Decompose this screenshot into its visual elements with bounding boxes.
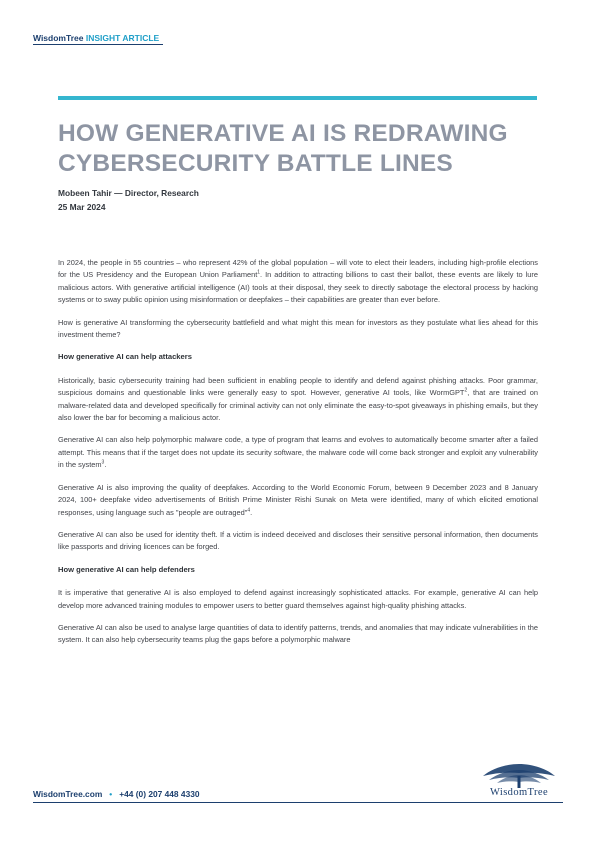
publish-date: 25 Mar 2024	[58, 201, 106, 212]
section-heading: How generative AI can help defenders	[58, 564, 195, 574]
paragraph: In 2024, the people in 55 countries – who represent 42% of the global population – will vote to elect their leaders, including high-profile elections for the US Presidency and the European Union Parliament$^1$. In addition to attracting billions to cast their ballot, these events are likely to lure malicious actors. With generative artificial intelligence (AI) tools at their disposal, they seek to directly sabotage the electoral process by hacking systems or to sway public opinion using misinformation or deepfakes – their capabilities are greater than ever before.	[58, 258, 538, 305]
author-line: Mobeen Tahir — Director, Research	[58, 188, 199, 198]
title-accent-bar	[58, 96, 537, 100]
footnote-ref[interactable]: 3	[101, 459, 105, 466]
footnote-ref[interactable]: 1	[257, 269, 261, 276]
paragraph: How is generative AI transforming the cybersecurity battlefield and what might this mean for investors as they postulate what lies ahead for this investment theme?	[58, 317, 538, 340]
footnote-ref[interactable]: 2	[464, 387, 468, 394]
article-title: HOW GENERATIVE AI IS REDRAWING CYBERSECURITY BATTLE LINES	[58, 120, 508, 177]
paragraph: Generative AI is also improving the quality of deepfakes. According to the World Economic Forum, between 9 December 2023 and 8 January 2024, 100+ deepfake video advertisements of British Prime Minister Rishi Sunak on Meta were identified, many of which elicited emotional responses, using language such as "people are outraged"$^4$.	[58, 482, 538, 517]
article-body	[58, 257, 538, 657]
logo-wordmark: WisdomTree	[489, 787, 549, 798]
paragraph: Historically, basic cybersecurity training had been sufficient in enabling people to identify and defend against phishing attacks. Poor grammar, suspicious domains and questionable links were generally easy to spot. However, generative AI tools, like WormGPT$^2$, that are trained on malware-related data and developed specifically for criminal activity can not only eliminate the easy-to-spot giveaways in phishing emails, but they also lower the bar for becoming a malicious actor.	[58, 375, 538, 423]
paragraph: It is imperative that generative AI is also employed to defend against increasingly sophisticated attacks. For example, generative AI can help develop more advanced training modules to empower users to better guard themselves against high-quality phishing attacks.	[58, 588, 538, 610]
footer-bullet: •	[109, 789, 113, 799]
header-divider	[33, 44, 163, 45]
footer-divider	[33, 802, 563, 803]
header	[33, 33, 163, 43]
footer-phone[interactable]: +44 (0) 207 448 4330	[119, 789, 200, 799]
header-label: INSIGHT ARTICLE	[85, 33, 160, 43]
article-meta	[58, 187, 199, 214]
header-brand: WisdomTree	[33, 33, 84, 43]
paragraph: Generative AI can also be used to analyse large quantities of data to identify patterns, trends, and anomalies that may indicate vulnerabilities in the system. It can also help cybersecurity teams plug the gaps before a polymorphic malware	[58, 622, 538, 645]
paragraph: Generative AI can also be used for identity theft. If a victim is indeed deceived and discloses their sensitive personal information, then documents like passports and driving licences can be forged.	[58, 529, 538, 552]
footer	[33, 789, 200, 799]
wisdomtree-logo	[475, 762, 563, 800]
tree-icon	[475, 762, 563, 788]
footnote-ref[interactable]: 4	[247, 507, 251, 514]
section-heading: How generative AI can help attackers	[58, 352, 192, 362]
paragraph: Generative AI can also help polymorphic malware code, a type of program that learns and evolves to automatically become smarter after a failed attempt. This means that if the target does not update its security software, the malware code will come back stronger and exploit any vulnerability in the system$^3$.	[58, 435, 538, 470]
footer-website-link[interactable]: WisdomTree.com	[33, 789, 103, 799]
